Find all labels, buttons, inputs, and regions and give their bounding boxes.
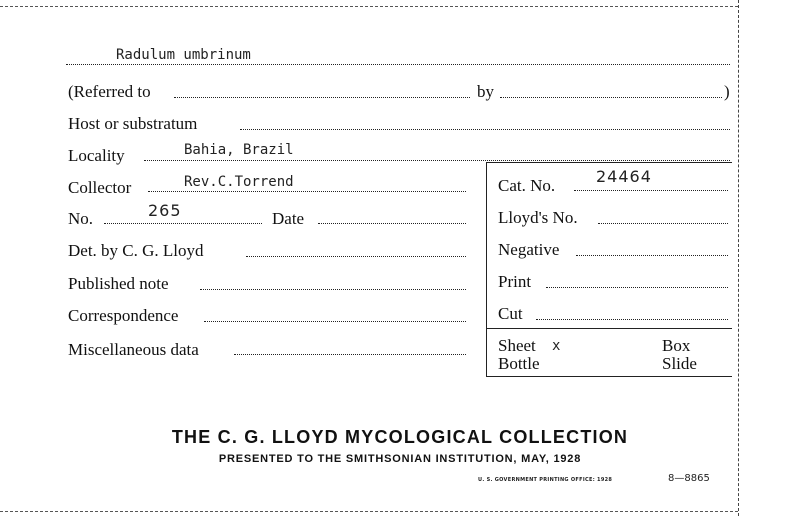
cat-no-value: 24464 bbox=[596, 167, 652, 186]
date-label: Date bbox=[272, 209, 305, 228]
printing-office-imprint: U. S. GOVERNMENT PRINTING OFFICE: 1928 bbox=[478, 477, 613, 483]
negative-line bbox=[576, 255, 728, 256]
det-by-label: Det. by C. G. Lloyd bbox=[68, 241, 204, 260]
collection-title: THE C. G. LLOYD MYCOLOGICAL COLLECTION bbox=[171, 427, 629, 447]
referred-to-label: (Referred to bbox=[68, 82, 151, 101]
miscellaneous-data-label: Miscellaneous data bbox=[68, 340, 199, 359]
card-bottom-edge bbox=[0, 511, 738, 512]
locality-line bbox=[144, 160, 730, 161]
miscellaneous-data-line bbox=[234, 354, 466, 355]
box-label: Box bbox=[662, 336, 691, 355]
lloyds-no-line bbox=[598, 223, 728, 224]
specimen-name: Radulum umbrinum bbox=[116, 47, 251, 63]
collection-subtitle: PRESENTED TO THE SMITHSONIAN INSTITUTION, MAY, 1928 bbox=[218, 453, 582, 465]
sheet-mark: x bbox=[552, 338, 561, 354]
collector-value: Rev.C.Torrend bbox=[184, 174, 294, 190]
host-line bbox=[240, 129, 730, 130]
by-label: by bbox=[477, 82, 494, 101]
print-line bbox=[546, 287, 728, 288]
correspondence-label: Correspondence bbox=[68, 306, 179, 325]
collector-line bbox=[148, 191, 466, 192]
form-number: 8—8865 bbox=[668, 473, 710, 484]
print-label: Print bbox=[498, 272, 532, 291]
bottle-label: Bottle bbox=[498, 354, 540, 373]
cut-line bbox=[536, 319, 728, 320]
catalog-box-top-border bbox=[486, 162, 732, 163]
catalog-box-bottom-border bbox=[486, 376, 732, 377]
cat-no-label: Cat. No. bbox=[498, 176, 556, 195]
catalog-box-divider bbox=[486, 328, 732, 329]
cut-label: Cut bbox=[498, 304, 523, 323]
card-top-edge bbox=[0, 6, 738, 7]
det-by-line bbox=[246, 256, 466, 257]
by-line bbox=[500, 97, 722, 98]
correspondence-line bbox=[204, 321, 466, 322]
specimen-name-line bbox=[66, 64, 730, 65]
published-note-line bbox=[200, 289, 466, 290]
date-line bbox=[318, 223, 466, 224]
slide-label: Slide bbox=[662, 354, 697, 373]
locality-value: Bahia, Brazil bbox=[184, 142, 294, 158]
locality-label: Locality bbox=[68, 146, 125, 165]
published-note-label: Published note bbox=[68, 274, 169, 293]
catalog-box-left-border bbox=[486, 162, 487, 376]
host-label: Host or substratum bbox=[68, 114, 198, 133]
cat-no-line bbox=[574, 190, 728, 191]
negative-label: Negative bbox=[498, 240, 560, 259]
lloyds-no-label: Lloyd's No. bbox=[498, 208, 578, 227]
referred-to-line bbox=[174, 97, 470, 98]
no-label: No. bbox=[68, 209, 94, 228]
by-close-paren: ) bbox=[724, 82, 730, 101]
sheet-label: Sheet bbox=[498, 336, 536, 355]
no-line bbox=[104, 223, 262, 224]
collector-label: Collector bbox=[68, 178, 132, 197]
no-value: 265 bbox=[148, 201, 182, 220]
